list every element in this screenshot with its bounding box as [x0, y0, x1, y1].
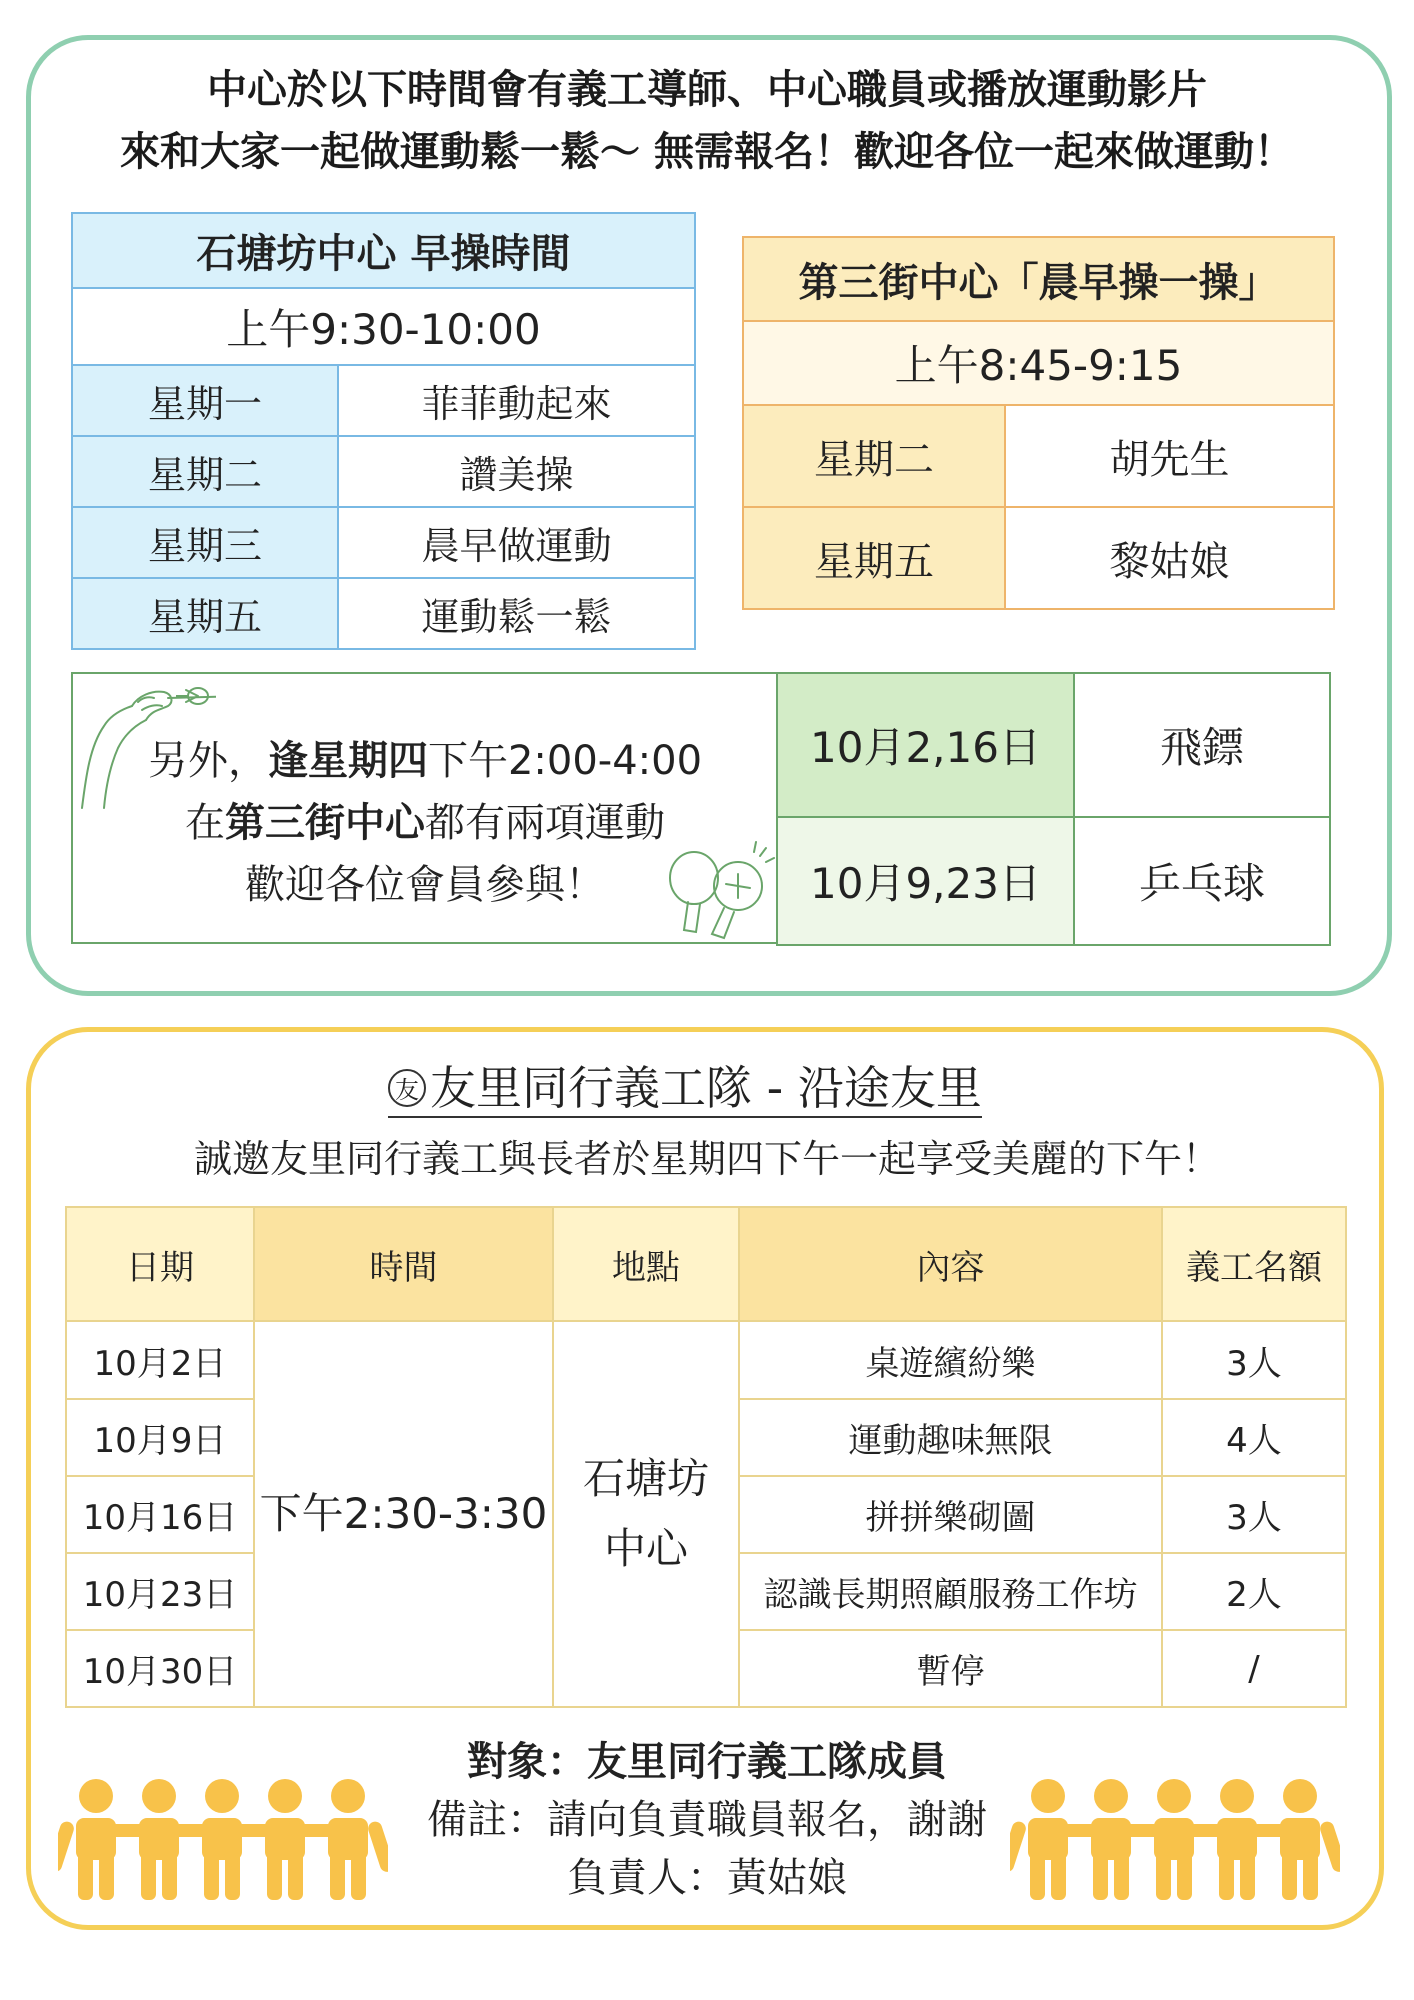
contact-person: 負責人：黃姑娘 — [567, 1855, 847, 1901]
tst-day: 星期二 — [743, 405, 1005, 507]
intro-line-1: 中心於以下時間會有義工導師、中心職員或播放運動影片 — [207, 67, 1207, 113]
thursday-sports-table — [776, 672, 1331, 946]
volunteer-schedule-table — [65, 1206, 1347, 1708]
row-quota: 3人 — [1162, 1321, 1346, 1399]
row-quota: 4人 — [1162, 1399, 1346, 1476]
registration-note: 備註：請向負責職員報名，謝謝 — [427, 1797, 987, 1843]
row-content: 認識長期照顧服務工作坊 — [739, 1553, 1162, 1630]
header-content: 內容 — [739, 1207, 1162, 1321]
thursday-line-2: 在第三街中心都有兩項運動 — [185, 800, 665, 846]
row-date: 10月23日 — [66, 1553, 254, 1630]
thursday-date: 10月9,23日 — [777, 817, 1074, 945]
volunteer-title: 友 友里同行義工隊 - 沿途友里 — [388, 1058, 982, 1118]
row-content: 暫停 — [739, 1630, 1162, 1707]
row-content: 運動趣味無限 — [739, 1399, 1162, 1476]
tst-time: 上午8:45-9:15 — [743, 321, 1334, 405]
row-quota: / — [1162, 1630, 1346, 1707]
stf-activity: 菲菲動起來 — [338, 365, 695, 436]
header-place: 地點 — [553, 1207, 739, 1321]
stf-activity: 晨早做運動 — [338, 507, 695, 578]
row-quota: 3人 — [1162, 1476, 1346, 1553]
stf-activity: 運動鬆一鬆 — [338, 578, 695, 649]
stf-title: 石塘坊中心 早操時間 — [72, 213, 695, 288]
volunteer-invite: 誠邀友里同行義工與長者於星期四下午一起享受美麗的下午！ — [193, 1137, 1220, 1181]
tst-day: 星期五 — [743, 507, 1005, 609]
people-group-icon — [58, 1778, 388, 1902]
stf-day: 星期五 — [72, 578, 338, 649]
header-date: 日期 — [66, 1207, 254, 1321]
target-members: 對象：友里同行義工隊成員 — [467, 1739, 947, 1785]
dart-tip-icon — [176, 682, 216, 710]
ping-pong-paddles-icon — [660, 838, 780, 948]
tst-person: 胡先生 — [1005, 405, 1334, 507]
row-date: 10月30日 — [66, 1630, 254, 1707]
row-date: 10月9日 — [66, 1399, 254, 1476]
row-date: 10月16日 — [66, 1476, 254, 1553]
thursday-line-1: 另外，逢星期四下午2:00-4:00 — [147, 738, 703, 784]
thursday-sport: 乒乓球 — [1074, 817, 1330, 945]
thursday-line-3: 歡迎各位會員參與！ — [245, 862, 605, 908]
row-content: 桌遊繽紛樂 — [739, 1321, 1162, 1399]
session-time: 下午2:30-3:30 — [254, 1321, 553, 1707]
stf-day: 星期一 — [72, 365, 338, 436]
row-quota: 2人 — [1162, 1553, 1346, 1630]
people-group-icon — [1010, 1778, 1340, 1902]
shitangfang-morning-table — [71, 212, 696, 650]
header-quota: 義工名額 — [1162, 1207, 1346, 1321]
intro-line-2: 來和大家一起做運動鬆一鬆～ 無需報名！歡迎各位一起來做運動！ — [120, 129, 1294, 175]
tst-title: 第三街中心「晨早操一操」 — [743, 237, 1334, 321]
header-time: 時間 — [254, 1207, 553, 1321]
session-place: 石塘坊 中心 — [553, 1321, 739, 1707]
thursday-sport: 飛鏢 — [1074, 673, 1330, 817]
row-date: 10月2日 — [66, 1321, 254, 1399]
stf-day: 星期三 — [72, 507, 338, 578]
stf-activity: 讚美操 — [338, 436, 695, 507]
third-street-morning-table — [742, 236, 1335, 610]
stf-day: 星期二 — [72, 436, 338, 507]
thursday-date: 10月2,16日 — [777, 673, 1074, 817]
stf-time: 上午9:30-10:00 — [72, 288, 695, 365]
row-content: 拼拼樂砌圖 — [739, 1476, 1162, 1553]
friend-badge-icon: 友 — [388, 1069, 426, 1107]
tst-person: 黎姑娘 — [1005, 507, 1334, 609]
